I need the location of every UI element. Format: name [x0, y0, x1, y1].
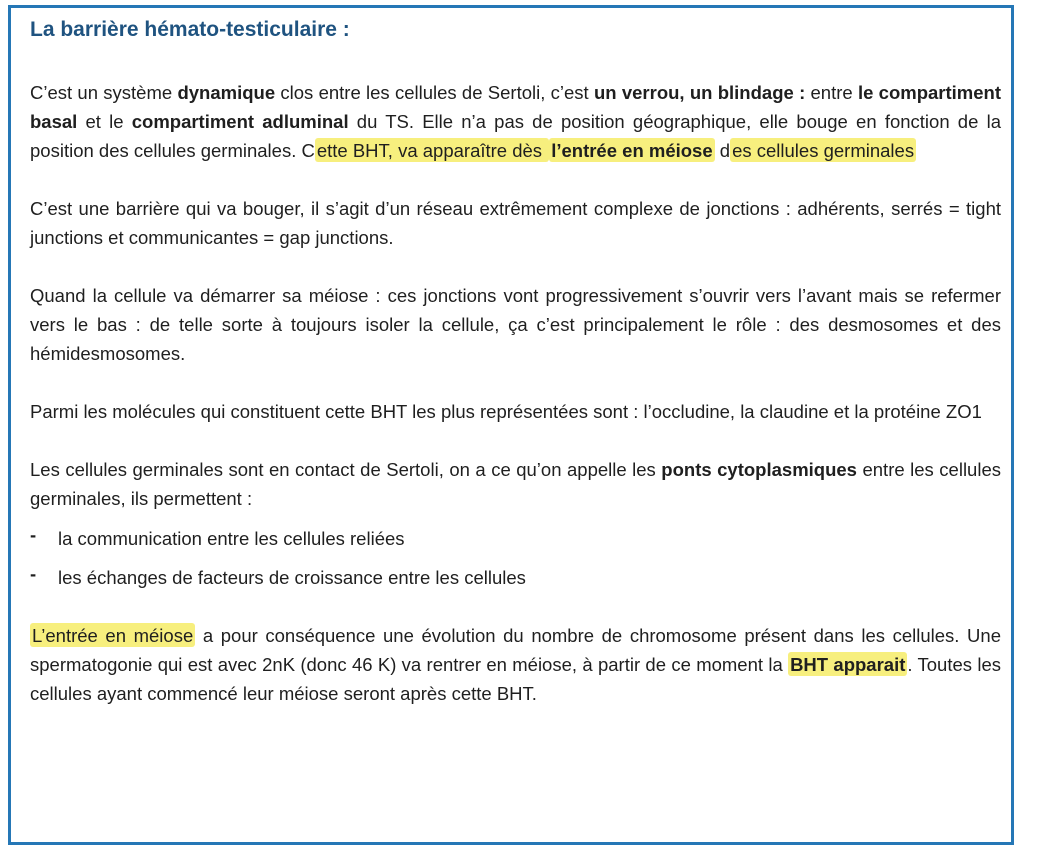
paragraph	[30, 397, 1001, 426]
text-run: C’est un système	[30, 82, 178, 103]
paragraph	[30, 78, 1001, 165]
text-run: du TS. Elle n’a pas de position géographique, elle bouge en fonction de la position des cellules germinales. C	[30, 111, 1001, 161]
text-run: un verrou, un blindage :	[593, 82, 806, 103]
text-run: Les cellules germinales sont en contact de Sertoli, on a ce qu’on appelle les	[30, 459, 662, 480]
document-title: La barrière hémato-testiculaire :	[30, 18, 350, 41]
text-run: entre	[805, 82, 858, 103]
text-run: . Toutes les cellules ayant commencé leur méiose seront après cette BHT.	[30, 654, 1001, 704]
paragraph	[30, 281, 1001, 368]
text-run: Parmi les molécules qui constituent cette BHT les plus représentées sont : l’occludine, la claudine et la protéine ZO1	[30, 401, 982, 422]
text-run: les échanges de facteurs de croissance entre les cellules	[58, 567, 526, 588]
paragraph	[30, 194, 1001, 252]
bullet-item	[30, 524, 1001, 553]
bullet-dash-icon: -	[30, 524, 37, 545]
bullet-text	[58, 524, 1001, 553]
bullet-text	[58, 563, 1001, 592]
text-run: le compartiment basal	[30, 82, 1002, 132]
bullet-item	[30, 563, 1001, 592]
highlighted-text: ette BHT, va apparaître dès	[316, 140, 548, 161]
text-run: d	[714, 140, 731, 161]
text-run: compartiment adluminal	[131, 111, 349, 132]
paragraph	[30, 455, 1001, 513]
document-content	[11, 8, 1011, 708]
document-body	[30, 78, 1001, 708]
paragraph	[30, 621, 1001, 708]
highlighted-text: l’entrée en méiose	[551, 140, 713, 161]
highlighted-text: L’entrée en méiose	[32, 625, 194, 646]
bullet-dash-icon: -	[30, 563, 37, 584]
text-run: la communication entre les cellules reliées	[58, 528, 405, 549]
document-text-box	[8, 5, 1014, 845]
text-run: Quand la cellule va démarrer sa méiose : ces jonctions vont progressivement s’ouvrir vers l’avant mais se refermer vers le bas : de telle sorte à toujours isoler la cellule, ça c’est principalement le rôle : des desmosomes et des hémidesmosomes.	[30, 285, 1001, 364]
text-run: clos entre les cellules de Sertoli, c’est	[275, 82, 594, 103]
highlighted-text: es cellules germinales	[732, 140, 915, 161]
text-run: ponts cytoplasmiques	[661, 459, 857, 480]
text-run: entre les cellules germinales, ils permettent :	[30, 459, 1001, 509]
text-run: a pour conséquence une évolution du nombre de chromosome présent dans les cellules. Une spermatogonie qui est avec 2nK (donc 46 K) va rentrer en méiose, à partir de ce moment la	[30, 625, 1001, 675]
text-run: dynamique	[177, 82, 276, 103]
text-run: C’est une barrière qui va bouger, il s’agit d’un réseau extrêmement complexe de jonctions : adhérents, serrés = tight junctions et communicantes = gap junctions.	[30, 198, 1001, 248]
text-run: et le	[77, 111, 132, 132]
highlighted-text: BHT apparait	[790, 654, 906, 675]
